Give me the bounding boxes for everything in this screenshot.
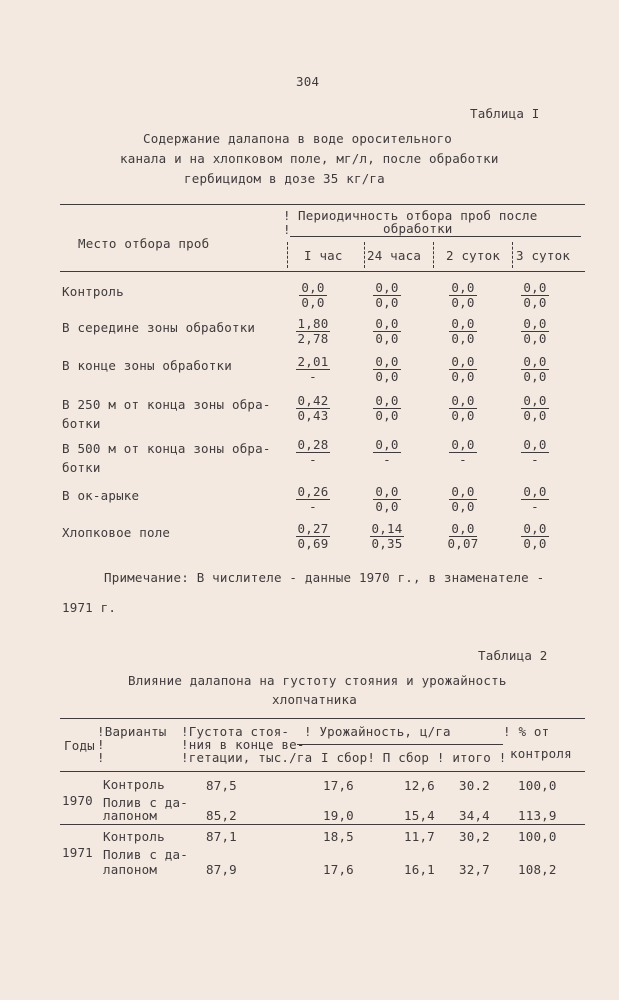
table1-cell bbox=[512, 318, 558, 345]
table1-cell-numerator: 0,0 bbox=[523, 393, 547, 408]
table2-1971-density1: 87,1 bbox=[206, 829, 237, 844]
table2-1970-density2: 85,2 bbox=[206, 808, 237, 823]
table1-note-line2: 1971 г. bbox=[62, 600, 117, 615]
table1-cell-numerator: 0,27 bbox=[297, 521, 329, 536]
table1-cell-denominator: 0,0 bbox=[375, 408, 399, 423]
table2-1971-density2: 87,9 bbox=[206, 862, 237, 877]
table1-period-rule bbox=[290, 236, 581, 237]
table1-cell-numerator: 0,0 bbox=[375, 393, 399, 408]
table1-cell-denominator: - bbox=[383, 452, 391, 467]
table1-cell-denominator: 0,35 bbox=[371, 536, 403, 551]
table2-variants-header: !Варианты bbox=[97, 724, 167, 739]
table1-row4-place-line2: ботки bbox=[62, 416, 101, 431]
table1-cell bbox=[440, 395, 486, 422]
table2-1971-variant2-line1: Полив с да- bbox=[103, 847, 188, 862]
table1-cell bbox=[364, 282, 410, 309]
table1-title-line2: канала и на хлопковом поле, мг/л, после обработки bbox=[120, 151, 499, 166]
table1-row6-place: В ок-арыке bbox=[62, 488, 140, 503]
table2-percent-header-l2: контроля bbox=[510, 746, 572, 761]
table2-1970-yield1-total: 30.2 bbox=[459, 778, 490, 793]
table2-1970-variant1: Контроль bbox=[103, 777, 165, 792]
table1-row5-place-line1: В 500 м от конца зоны обра- bbox=[62, 441, 271, 456]
table1-place-header: Место отбора проб bbox=[78, 236, 210, 251]
table1-row4-place-line1: В 250 м от конца зоны обра- bbox=[62, 397, 271, 412]
table1-cell-numerator: 0,0 bbox=[375, 316, 399, 331]
table1-row7-place: Хлопковое поле bbox=[62, 525, 171, 540]
table2-year-1971: 1971 bbox=[62, 845, 93, 860]
table1-cell-numerator: 0,0 bbox=[301, 280, 325, 295]
table2-top-rule bbox=[60, 718, 585, 719]
table1-cell-denominator: 0,0 bbox=[375, 295, 399, 310]
table1-cell-denominator: 0,0 bbox=[451, 295, 475, 310]
table1-cell-numerator: 2,01 bbox=[297, 354, 329, 369]
table1-period-line1: Периодичность отбора проб после bbox=[298, 208, 538, 223]
table2-1971-percent2: 108,2 bbox=[518, 862, 557, 877]
table1-row1-place: Контроль bbox=[62, 284, 124, 299]
table1-cell-numerator: 0,0 bbox=[375, 354, 399, 369]
table1-cell-denominator: 0,0 bbox=[523, 536, 547, 551]
table2-header-rule bbox=[60, 771, 585, 772]
table1-cell-denominator: - bbox=[309, 452, 317, 467]
table1-header-bang2: ! bbox=[283, 222, 291, 237]
table1-cell-numerator: 0,0 bbox=[523, 354, 547, 369]
table1-cell-numerator: 0,0 bbox=[523, 280, 547, 295]
table1-cell-denominator: 0,0 bbox=[523, 369, 547, 384]
table1-cell bbox=[364, 523, 410, 550]
table1-cell-denominator: 0,0 bbox=[523, 408, 547, 423]
table1-row5-place-line2: ботки bbox=[62, 460, 101, 475]
table1-cell bbox=[440, 439, 486, 466]
table1-row3-place: В конце зоны обработки bbox=[62, 358, 232, 373]
table1-label: Таблица I bbox=[470, 106, 540, 121]
table1-col-divider-3 bbox=[433, 242, 434, 268]
table1-cell bbox=[440, 356, 486, 383]
table1-col-header-4: 3 суток bbox=[516, 248, 571, 263]
table1-cell bbox=[290, 356, 336, 383]
table2-1970-yield2-total: 34,4 bbox=[459, 808, 490, 823]
table1-cell-numerator: 0,0 bbox=[523, 437, 547, 452]
table1-cell bbox=[440, 282, 486, 309]
table1-cell-numerator: 0,0 bbox=[523, 484, 547, 499]
table2-yield-header: ! Урожайность, ц/га bbox=[304, 724, 451, 739]
table2-yield-subheader: I сбор! П сбор ! итого ! bbox=[321, 750, 507, 765]
table2-year-1970: 1970 bbox=[62, 793, 93, 808]
table1-cell bbox=[364, 395, 410, 422]
table2-1970-density1: 87,5 bbox=[206, 778, 237, 793]
table1-cell-denominator: - bbox=[531, 452, 539, 467]
table1-cell-denominator: 0,0 bbox=[451, 331, 475, 346]
table1-cell-numerator: 0,0 bbox=[451, 354, 475, 369]
table2-1970-percent1: 100,0 bbox=[518, 778, 557, 793]
table1-cell-denominator: 0,0 bbox=[451, 369, 475, 384]
table1-cell-denominator: 0,07 bbox=[447, 536, 479, 551]
table1-cell bbox=[364, 318, 410, 345]
table1-col-divider-1 bbox=[287, 242, 288, 268]
table2-header-bang-b: ! bbox=[97, 750, 105, 765]
table1-cell-denominator: 0,0 bbox=[301, 295, 325, 310]
table1-cell-numerator: 1,80 bbox=[297, 316, 329, 331]
table1-cell bbox=[440, 523, 486, 550]
table1-cell-denominator: 2,78 bbox=[297, 331, 329, 346]
table2-1971-percent1: 100,0 bbox=[518, 829, 557, 844]
table1-cell-numerator: 0,0 bbox=[451, 521, 475, 536]
table1-cell bbox=[364, 439, 410, 466]
table1-cell-denominator: - bbox=[531, 499, 539, 514]
table2-1971-variant2-line2: лапоном bbox=[103, 862, 158, 877]
table2-title-line2: хлопчатника bbox=[272, 692, 357, 707]
table2-year-divider bbox=[60, 824, 585, 825]
table2-1970-percent2: 113,9 bbox=[518, 808, 557, 823]
page-number: 304 bbox=[296, 74, 320, 89]
table2-1971-variant1: Контроль bbox=[103, 829, 165, 844]
table2-1970-yield1-a: 17,6 bbox=[323, 778, 354, 793]
table1-cell-numerator: 0,0 bbox=[451, 316, 475, 331]
table1-header-bang1: ! bbox=[283, 208, 291, 223]
table2-1970-variant2-line2: лапоном bbox=[103, 808, 158, 823]
table1-cell-numerator: 0,0 bbox=[375, 437, 399, 452]
table1-cell-denominator: 0,0 bbox=[451, 408, 475, 423]
table1-col-header-3: 2 суток bbox=[446, 248, 501, 263]
table1-cell-denominator: 0,69 bbox=[297, 536, 329, 551]
table1-col-divider-2 bbox=[364, 242, 365, 268]
table1-cell-numerator: 0,0 bbox=[451, 280, 475, 295]
table1-cell bbox=[290, 523, 336, 550]
table1-cell bbox=[290, 318, 336, 345]
table1-cell-numerator: 0,42 bbox=[297, 393, 329, 408]
table1-cell-numerator: 0,0 bbox=[451, 393, 475, 408]
table1-period-line2: обработки bbox=[383, 221, 453, 236]
table2-1971-yield2-b: 16,1 bbox=[404, 862, 435, 877]
table2-1971-yield1-total: 30,2 bbox=[459, 829, 490, 844]
table2-label: Таблица 2 bbox=[478, 648, 548, 663]
table2-percent-header-l1: ! % от bbox=[503, 724, 550, 739]
table2-1971-yield1-a: 18,5 bbox=[323, 829, 354, 844]
table1-cell bbox=[290, 439, 336, 466]
table1-cell bbox=[440, 486, 486, 513]
table2-years-header: Годы bbox=[64, 738, 95, 753]
table1-cell bbox=[512, 523, 558, 550]
table1-header-rule bbox=[60, 271, 585, 272]
table1-row2-place: В середине зоны обработки bbox=[62, 320, 256, 335]
table1-cell-numerator: 0,26 bbox=[297, 484, 329, 499]
table1-col-header-2: 24 часа bbox=[367, 248, 422, 263]
table2-density-header-l2: !ния в конце ве- bbox=[181, 737, 305, 752]
table1-cell bbox=[512, 356, 558, 383]
table1-cell-numerator: 0,0 bbox=[375, 484, 399, 499]
table1-cell-denominator: - bbox=[459, 452, 467, 467]
table1-cell bbox=[290, 486, 336, 513]
table1-cell-denominator: 0,43 bbox=[297, 408, 329, 423]
table1-cell-numerator: 0,0 bbox=[375, 280, 399, 295]
table1-cell bbox=[364, 486, 410, 513]
table1-cell-numerator: 0,14 bbox=[371, 521, 403, 536]
table1-note-line1: Примечание: В числителе - данные 1970 г., в знаменателе - bbox=[104, 570, 545, 585]
table1-cell bbox=[290, 282, 336, 309]
table1-cell-numerator: 0,28 bbox=[297, 437, 329, 452]
table2-1970-yield2-b: 15,4 bbox=[404, 808, 435, 823]
table1-title-line3: гербицидом в дозе 35 кг/га bbox=[184, 171, 385, 186]
table1-col-divider-4 bbox=[512, 242, 513, 268]
table1-title-line1: Содержание далапона в воде оросительного bbox=[143, 131, 453, 146]
table2-density-header-l1: !Густота стоя- bbox=[181, 724, 290, 739]
table2-1970-variant2-line1: Полив с да- bbox=[103, 795, 188, 810]
table2-header-bang-a: ! bbox=[97, 737, 105, 752]
table1-cell bbox=[290, 395, 336, 422]
table1-cell bbox=[512, 395, 558, 422]
table2-1970-yield1-b: 12,6 bbox=[404, 778, 435, 793]
table1-cell-numerator: 0,0 bbox=[451, 484, 475, 499]
table1-cell-denominator: 0,0 bbox=[375, 499, 399, 514]
table2-1971-yield1-b: 11,7 bbox=[404, 829, 435, 844]
table1-top-rule bbox=[60, 204, 585, 205]
table1-cell-denominator: 0,0 bbox=[523, 295, 547, 310]
table1-cell-denominator: 0,0 bbox=[451, 499, 475, 514]
table2-yield-rule bbox=[297, 744, 503, 745]
table2-title-line1: Влияние далапона на густоту стояния и урожайность bbox=[128, 673, 507, 688]
table1-cell bbox=[512, 439, 558, 466]
table1-cell-denominator: 0,0 bbox=[375, 369, 399, 384]
table1-cell-denominator: 0,0 bbox=[375, 331, 399, 346]
table2-1971-yield2-a: 17,6 bbox=[323, 862, 354, 877]
table1-cell bbox=[512, 486, 558, 513]
table1-cell bbox=[364, 356, 410, 383]
table2-1970-yield2-a: 19,0 bbox=[323, 808, 354, 823]
table2-1971-yield2-total: 32,7 bbox=[459, 862, 490, 877]
table1-cell bbox=[440, 318, 486, 345]
table1-cell-denominator: - bbox=[309, 369, 317, 384]
table1-cell-numerator: 0,0 bbox=[523, 316, 547, 331]
table1-cell-denominator: 0,0 bbox=[523, 331, 547, 346]
table1-cell-numerator: 0,0 bbox=[523, 521, 547, 536]
table1-cell-numerator: 0,0 bbox=[451, 437, 475, 452]
table1-col-header-1: I час bbox=[304, 248, 343, 263]
table1-cell bbox=[512, 282, 558, 309]
table1-cell-denominator: - bbox=[309, 499, 317, 514]
table2-density-header-l3: !гетации, тыс./га bbox=[181, 750, 313, 765]
